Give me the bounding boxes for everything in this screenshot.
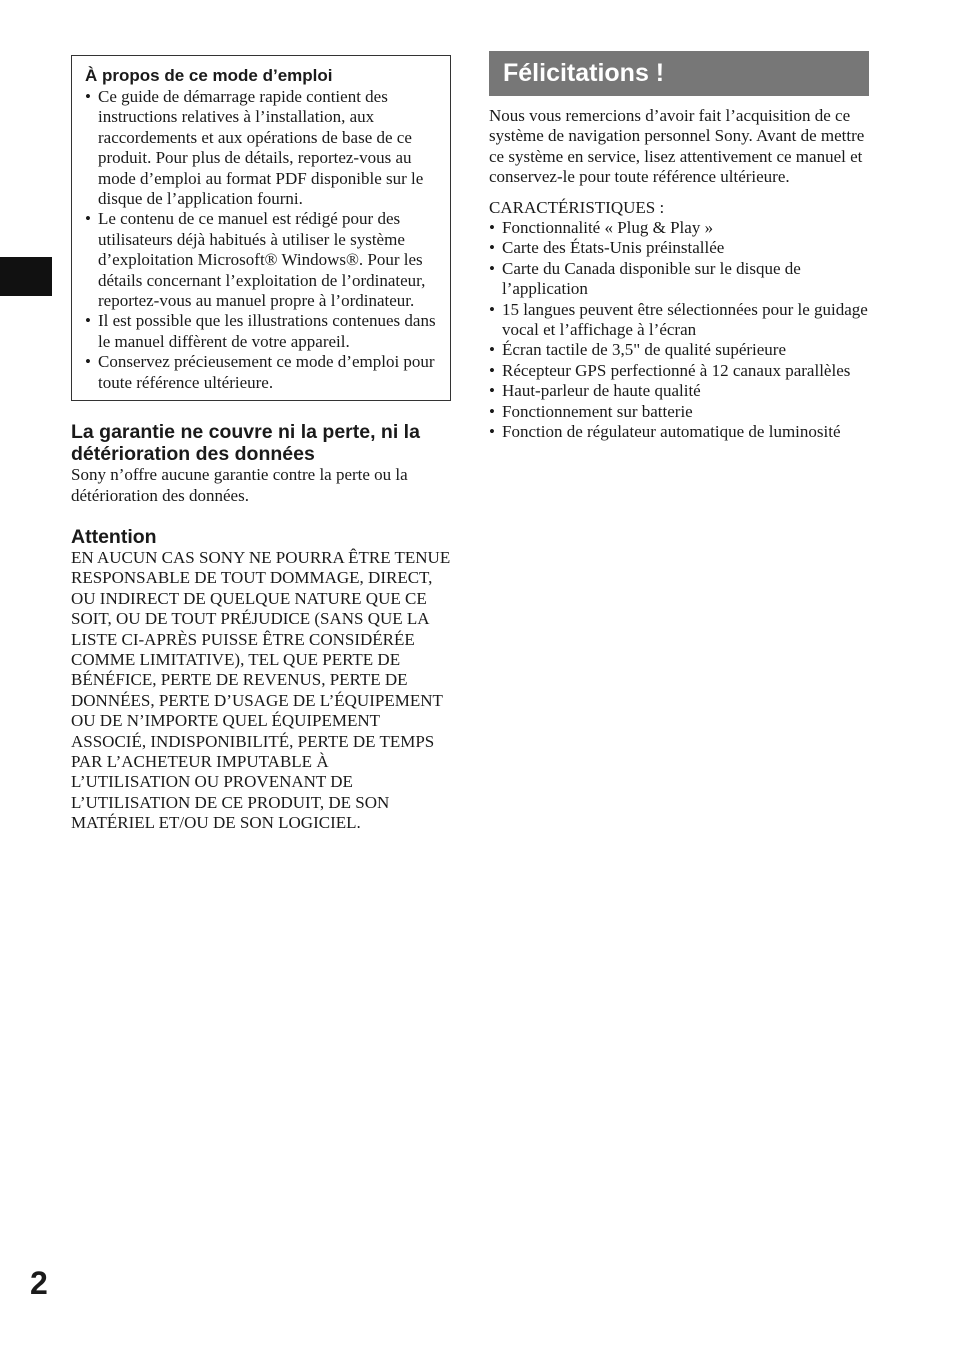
about-manual-item: • Conservez précieusement ce mode d’emploi pour toute référence ultérieure. (85, 352, 440, 393)
feature-item: • Récepteur GPS perfectionné à 12 canaux parallèles (489, 361, 869, 381)
feature-item: • 15 langues peuvent être sélectionnées pour le guidage vocal et l’affichage à l’écran (489, 300, 869, 341)
about-manual-item: • Il est possible que les illustrations contenues dans le manuel diffèrent de votre appareil. (85, 311, 440, 352)
about-manual-box (71, 55, 451, 401)
feature-item: • Fonctionnement sur batterie (489, 402, 869, 422)
attention-body: EN AUCUN CAS SONY NE POURRA ÊTRE TENUE RESPONSABLE DE TOUT DOMMAGE, DIRECT, OU INDIRECT DE QUELQUE NATURE QUE CE SOIT, OU DE TOUT PRÉJUDICE (SANS QUE LA LISTE CI-APRÈS PUISSE ÊTRE CONSIDÉRÉE COMME LIMITATIVE), TEL QUE PERTE DE BÉNÉFICE, PERTE DE REVENUS, PERTE DE DONNÉES, PERTE D’USAGE DE L’ÉQUIPEMENT OU DE N’IMPORTE QUEL ÉQUIPEMENT ASSOCIÉ, INDISPONIBILITÉ, PERTE DE TEMPS PAR L’ACHETEUR IMPUTABLE À L’UTILISATION OU PROVENANT DE L’UTILISATION DE CE PRODUIT, DE SON MATÉRIEL ET/OU DE SON LOGICIEL. (71, 547, 451, 833)
warranty-section (71, 421, 451, 506)
feature-item: • Carte des États-Unis préinstallée (489, 238, 869, 258)
congratulations-intro: Nous vous remercions d’avoir fait l’acquisition de ce système de navigation personnel Sony. Avant de mettre ce système en service, lisez attentivement ce manuel et conservez-le pour toute référence ultérieure. (489, 106, 865, 187)
feature-item: • Écran tactile de 3,5" de qualité supérieure (489, 340, 869, 360)
feature-item: • Haut-parleur de haute qualité (489, 381, 869, 401)
congratulations-banner: Félicitations ! (489, 51, 869, 96)
right-column (489, 51, 869, 443)
warranty-heading: La garantie ne couvre ni la perte, ni la détérioration des données (71, 421, 420, 466)
warranty-body: Sony n’offre aucune garantie contre la perte ou la détérioration des données. (71, 465, 408, 505)
left-column (71, 55, 451, 834)
feature-item: • Fonction de régulateur automatique de luminosité (489, 422, 869, 442)
about-manual-title: À propos de ce mode d’emploi (85, 66, 333, 85)
attention-heading: Attention (71, 525, 157, 548)
about-manual-item: • Le contenu de ce manuel est rédigé pour des utilisateurs déjà habitués à utiliser le système d’exploitation Microsoft® Windows®. Pour les détails concernant l’exploitation de l’ordinateur, reportez-vous au manuel propre à l’ordinateur. (85, 209, 440, 311)
about-manual-list (85, 87, 440, 393)
features-list (489, 218, 869, 442)
feature-item: • Fonctionnalité « Plug & Play » (489, 218, 869, 238)
about-manual-item: • Ce guide de démarrage rapide contient des instructions relatives à l’installation, aux raccordements et aux opérations de base de ce produit. Pour plus de détails, reportez-vous au mode d’emploi au format PDF disponible sur le disque de l’application fourni. (85, 87, 440, 209)
page-number: 2 (30, 1265, 48, 1301)
feature-item: • Carte du Canada disponible sur le disque de l’application (489, 259, 869, 300)
section-edge-tab (0, 257, 52, 296)
attention-section (71, 526, 451, 834)
features-title: CARACTÉRISTIQUES : (489, 197, 665, 217)
